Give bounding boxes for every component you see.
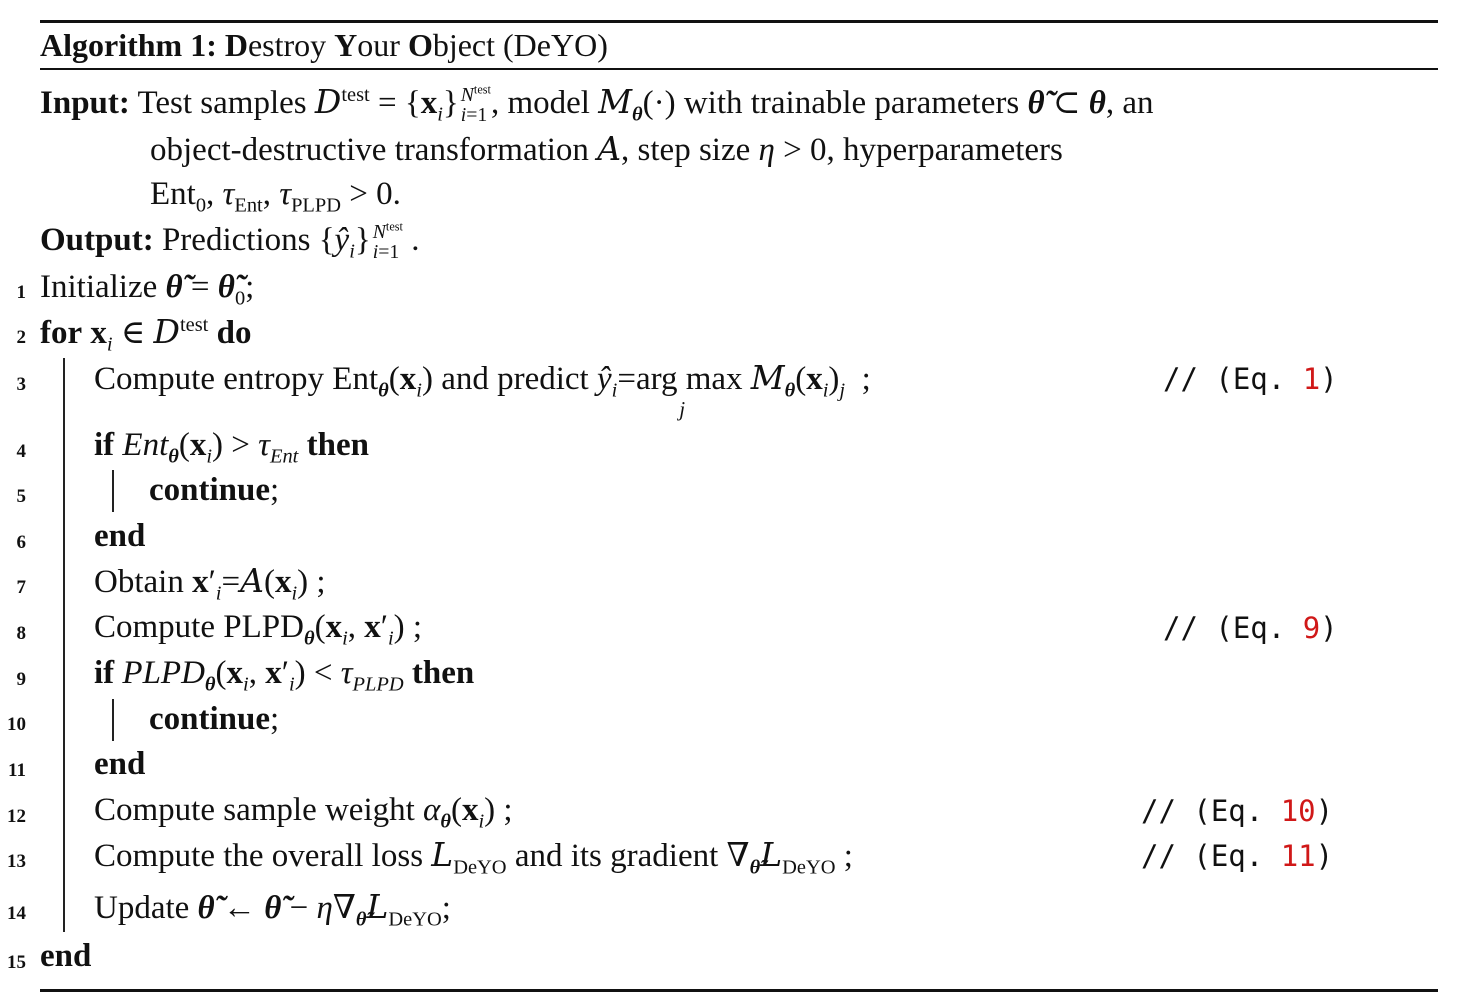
line-number: 3 (16, 374, 26, 395)
input-line-3: Ent$_0$, $\tau_{Ent}$, $\tau_{PLPD} > 0$. (150, 176, 401, 217)
line-11: end (94, 746, 146, 782)
eq-comment: // (Eq. 10) (1141, 794, 1334, 828)
line-number: 7 (16, 577, 26, 598)
line-number: 11 (8, 760, 26, 781)
eq-comment: // (Eq. 1) (1163, 362, 1338, 396)
algorithm-caption: Algorithm 1: Destroy Your Object (DeYO) (40, 27, 608, 63)
top-rule (40, 20, 1438, 23)
eq-comment: // (Eq. 9) (1163, 611, 1338, 645)
algorithm-label: Algorithm 1: (40, 27, 217, 63)
line-1: Initialize θ̃ = $\thetã_0$; (40, 269, 255, 310)
input-line-2: object-destructive transformation A, step size η > 0, hyperparameters (150, 129, 1063, 168)
line-14: Update θ̃ ← θ̃ − $\eta\nabla_{\thetã}L_{DeYO}$; (94, 887, 451, 931)
line-number: 6 (16, 532, 26, 553)
caption-rule (40, 68, 1438, 70)
line-6: end (94, 518, 146, 554)
line-9: if $PLPD_\theta(x_i$, $x'_i) < \tau_{PLPD}$ then (94, 655, 475, 696)
bottom-rule (40, 989, 1438, 992)
line-number: 15 (7, 952, 26, 973)
line-8: Compute $PLPD_\theta(x_i$, $x'_i$) ; (94, 609, 423, 650)
line-number: 1 (16, 282, 26, 303)
eq-reference[interactable]: 9 (1302, 611, 1321, 645)
line-number: 5 (16, 486, 26, 507)
line-13: Compute the overall loss $L_{DeYO}$ and its gradient $\nabla_{\thetã}L_{DeYO}$ ; (94, 835, 853, 879)
line-number: 2 (16, 327, 26, 348)
eq-comment: // (Eq. 11) (1141, 839, 1334, 873)
line-3: Compute entropy $Ent_\theta(x_i)$ and predict $ŷ_i=arg$ max j $M_\theta(x_i)_j$ ; (94, 358, 871, 421)
line-10: continue; (149, 701, 280, 737)
if-block-bar (112, 699, 114, 741)
output-line: Output: Predictions $\{ŷ_i\}$ $N^{test}$ i=1 . (40, 219, 420, 264)
line-number: 13 (7, 851, 26, 872)
loop-block-bar (63, 358, 65, 932)
eq-reference[interactable]: 11 (1280, 839, 1316, 873)
line-number: 12 (7, 806, 26, 827)
line-number: 14 (7, 903, 26, 924)
line-number: 10 (7, 714, 26, 735)
line-2: for $x_i$ ∈ $D^{test}$ do (40, 312, 252, 356)
line-number: 4 (16, 441, 26, 462)
line-15: end (40, 938, 92, 974)
if-block-bar (112, 470, 114, 512)
eq-reference[interactable]: 1 (1302, 362, 1321, 396)
line-number: 9 (16, 669, 26, 690)
line-5: continue; (149, 472, 280, 508)
line-4: if $Ent_\theta(x_i) > \tau_{Ent}$ then (94, 427, 369, 468)
eq-reference[interactable]: 10 (1280, 794, 1316, 828)
line-12: Compute sample weight $\alpha_\theta(x_i)$ ; (94, 792, 513, 833)
line-number: 8 (16, 623, 26, 644)
line-7: Obtain $x'_i=A(x_i)$ ; (94, 561, 326, 605)
input-line-1: Input: Test samples $D^{test} = \{x_i\}$ $N^{test}$ i=1 , model $M_\theta(\cdot)$ with trainable parameters θ̃ ⊂ θ, an (40, 82, 1154, 127)
